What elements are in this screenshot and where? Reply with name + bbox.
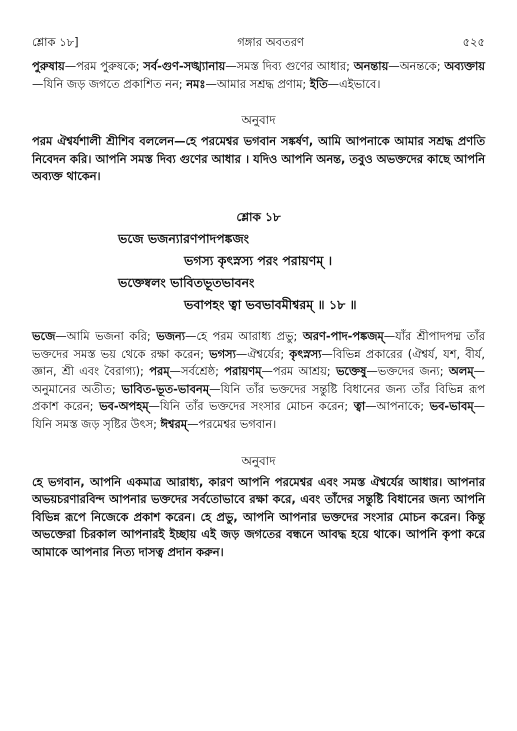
sanskrit-term: ঈশ্বরম্ (160, 416, 188, 431)
term-meaning: —পরম পুরুষকে; (64, 59, 144, 73)
translation-2: হে ভগবান, আপনি একমাত্র আরাধ্য, কারণ আপনি পরমেশ্বর এবং সমস্ত ঐশ্বর্যের আধার। আপনার অভয়চরণারবিন্দ আপনার ভক্তদের সর্বতোভাবে রক্ষা করে, এবং তাঁদের সন্তুষ্টি বিধানের জন্য আপনি বিভিন্ন রূপে নিজেকে প্রকাশ করেন। হে প্রভু, আপনি আপনার ভক্তদের সংসার মোচন করেন। কিন্তু অভক্তেরা চিরকাল আপনারই ইচ্ছায় এই জড় জগতের বন্ধনে আবদ্ধ হয়ে থাকে। আপনি কৃপা করে আমাকে আপনার নিত্য দাসত্ব প্রদান করুন। (32, 474, 485, 559)
sanskrit-term: অলম্ (448, 364, 474, 379)
translation-1: পরম ঐশ্বর্যশালী শ্রীশিব বললেন—হে পরমেশ্বর ভগবান সঙ্কর্ষণ, আমি আপনাকে আমার সশ্রদ্ধ প্রণতি নিবেদন করি। আপনি সমস্ত দিব্য গুণের আধার । যদিও আপনি অনন্ত, তবুও অভক্তদের কাছে আপনি অব্যক্ত থাকেন। (32, 134, 485, 184)
term-meaning: —যিনি সমস্ত জড় সৃষ্টির উৎস; (32, 399, 486, 431)
term-meaning: —যাঁর শ্রীপাদপদ্ম তাঁর ভক্তদের সমস্ত ভয় থেকে রক্ষা করেন; (32, 328, 486, 361)
sanskrit-term: অব্যক্তায় (444, 59, 485, 73)
sanskrit-term: অনন্তায় (353, 59, 389, 73)
sanskrit-term: ভক্তেষু (335, 364, 367, 379)
sanskrit-term: পরম্ (149, 364, 170, 379)
sanskrit-term: ভজে (32, 328, 56, 343)
term-meaning: —আমার সশ্রদ্ধ প্রণাম; (205, 76, 310, 91)
term-meaning: —সর্বশ্রেষ্ঠ; (169, 364, 225, 379)
term-meaning: —আমি ভজনা করি; (55, 328, 157, 343)
sanskrit-term: ইতি (309, 76, 328, 91)
verse-title: শ্লোক ১৮ (236, 209, 281, 224)
term-meaning: —বিভিন্ন প্রকারের (ঐশ্বর্য, যশ, বীর্য, জ্ঞান, শ্রী এবং বৈরাগ্য); (32, 346, 485, 379)
term-meaning: —সমস্ত দিব্য গুণের আধার; (225, 59, 354, 73)
sanskrit-term: ভব-ভাবম্ (429, 399, 474, 414)
verse-block (32, 228, 485, 316)
header-chapter-title: গঙ্গার অবতরণ (237, 35, 304, 49)
translation-heading-1: অনুবাদ (241, 113, 276, 128)
verse-line: ভক্তেষ্বলং ভাবিতভূতভাবনং (118, 274, 255, 290)
sanskrit-term: পুরুষায় (32, 59, 65, 73)
sanskrit-term: ভগস্য (209, 346, 236, 361)
sanskrit-term: ভাবিত-ভূত-ভাবনম্ (121, 381, 210, 396)
translation-heading-2: অনুবাদ (241, 453, 276, 468)
term-meaning: —আপনাকে; (365, 399, 430, 414)
term-meaning: —ঐশ্বর্যের; (235, 346, 290, 361)
term-meaning: —অনুমানের অতীত; (32, 364, 485, 396)
term-meaning: —হে পরম আরাধ্য প্রভু; (185, 328, 303, 343)
term-meaning: —অনন্তকে; (388, 59, 445, 73)
running-header (32, 34, 485, 50)
sanskrit-term: সর্ব-গুণ-সঙ্খ্যানায় (143, 59, 226, 73)
term-meaning: —পরমেশ্বর ভগবান। (187, 416, 277, 431)
word-meanings-1 (32, 58, 485, 93)
verse-line: ভগস্য কৃৎস্নস্য পরং পরায়ণম্ । (184, 252, 333, 268)
sanskrit-term: অরণ-পাদ-পঙ্কজম্ (302, 328, 384, 343)
word-meanings-2 (32, 328, 485, 434)
sanskrit-term: ভব-অপহম্ (99, 399, 149, 414)
header-verse-ref: শ্লোক ১৮] (32, 35, 79, 49)
sanskrit-term: ত্বা (353, 399, 366, 414)
term-meaning: —যিনি জড় জগতে প্রকাশিত নন; (32, 76, 187, 91)
term-meaning: —পরম আশ্রয়; (261, 364, 336, 379)
term-meaning: —যিনি তাঁর ভক্তদের সন্তুষ্টি বিধানের জন্য তাঁর বিভিন্ন রূপ প্রকাশ করেন; (32, 381, 486, 414)
sanskrit-term: ভজন্য (156, 328, 186, 343)
sanskrit-term: পরায়ণম্ (224, 364, 262, 379)
sanskrit-term: নমঃ (186, 76, 206, 91)
term-meaning: —যিনি তাঁর ভক্তদের সংসার মোচন করেন; (148, 399, 354, 414)
term-meaning: —ভক্তদের জন্য; (366, 364, 449, 379)
page-number: ৫২৫ (462, 35, 485, 49)
term-meaning: —এইভাবে। (327, 76, 381, 91)
verse-line: ভবাপহং ত্বা ভবভাবমীশ্বরম্ ॥ ১৮ ॥ (184, 296, 357, 312)
sanskrit-term: কৃৎস্নস্য (289, 346, 322, 361)
verse-line: ভজে ভজন্যারণপাদপঙ্কজং (118, 230, 250, 246)
